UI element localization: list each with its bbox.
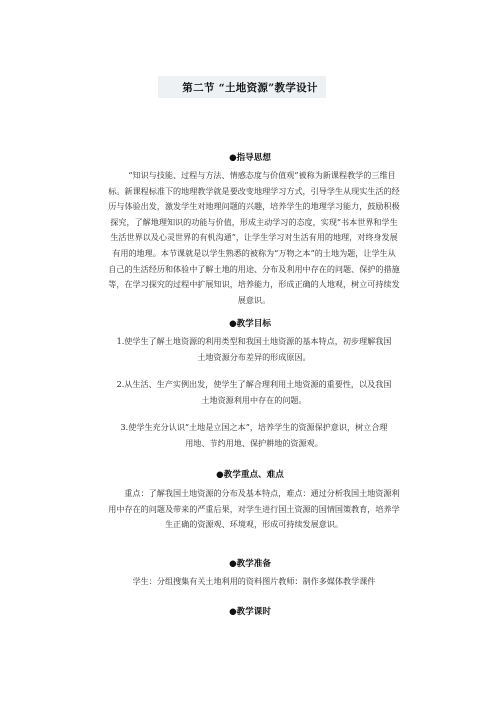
goal-item-1 [94, 334, 414, 365]
goal-line: 1.使学生了解土地资源的利用类型和我国土地资源的基本特点，初步理解我国 [116, 336, 392, 346]
goal-item-2 [94, 377, 414, 408]
paragraph-line: 生正确的资源观、环境观，形成可持续发展意识。 [164, 519, 344, 530]
paragraph-line: 等，在学习探究的过程中扩展知识，培养能力，形成正确的人地观，树立可持续发 [108, 279, 400, 290]
goal-line: 土地资源利用中存在的问题。 [201, 394, 307, 405]
paragraph-line: “知识与技能、过程与方法、情感态度与价值观”被称为新课程教学的三维目 [128, 170, 396, 180]
prep-paragraph [94, 574, 414, 590]
paragraph-line: 用中存在的问题及带来的严重后果，对学生进行国土资源的国情国策教育，培养学 [108, 503, 400, 514]
goal-line: 土地资源分布差异的形成原因。 [197, 351, 311, 362]
guiding-paragraph [94, 168, 414, 308]
paragraph-line: 展意识。 [237, 294, 271, 305]
page-title: 第二节 “土地资源”教学设计 [182, 82, 318, 94]
goal-line: 3.使学生充分认识“土地是立国之本”，培养学生的资源保护意识，树立合理 [120, 422, 388, 432]
section-heading-goals: ●教学目标 [229, 319, 271, 329]
paragraph-line: 有用的地理。本节课就是以学生熟悉的被称为“万物之本”的土地为题，让学生从 [112, 247, 396, 258]
section-heading-keypoints: ●教学重点、难点 [216, 470, 284, 480]
paragraph-line: 生活世界以及心灵世界的有机沟通”，让学生学习对生活有用的地理，对终身发展 [110, 232, 398, 243]
keypoints-paragraph [94, 486, 414, 533]
paragraph-line: 学生：分组搜集有关土地利用的资料图片教师：制作多媒体教学课件 [132, 576, 376, 586]
paragraph-line: 探究，了解地理知识的功能与价值，形成主动学习的态度，实现“书本世界和学生 [110, 216, 398, 227]
paragraph-line: 重点：了解我国土地资源的分布及基本特点，难点：通过分析我国土地资源利 [124, 488, 400, 498]
goal-line: 用地、节约用地、保护耕地的资源观。 [185, 437, 323, 448]
paragraph-line: 历与体验出发，激发学生对地理问题的兴趣，培养学生的地理学习能力，鼓励积极 [108, 201, 400, 212]
section-heading-prep: ●教学准备 [229, 559, 271, 569]
section-heading-hours: ●教学课时 [229, 607, 271, 617]
paragraph-line: 标。新课程标准下的地理教学就是要改变地理学习方式，引导学生从现实生活的经 [108, 185, 400, 196]
paragraph-line: 自己的生活经历和体验中了解土地的用途、分布及利用中存在的问题、保护的措施 [108, 263, 400, 274]
goal-item-3 [94, 420, 414, 451]
goal-line: 2.从生活、生产实例出发，使学生了解合理利用土地资源的重要性，以及我国 [116, 379, 392, 389]
section-heading-guiding: ●指导思想 [229, 153, 271, 163]
